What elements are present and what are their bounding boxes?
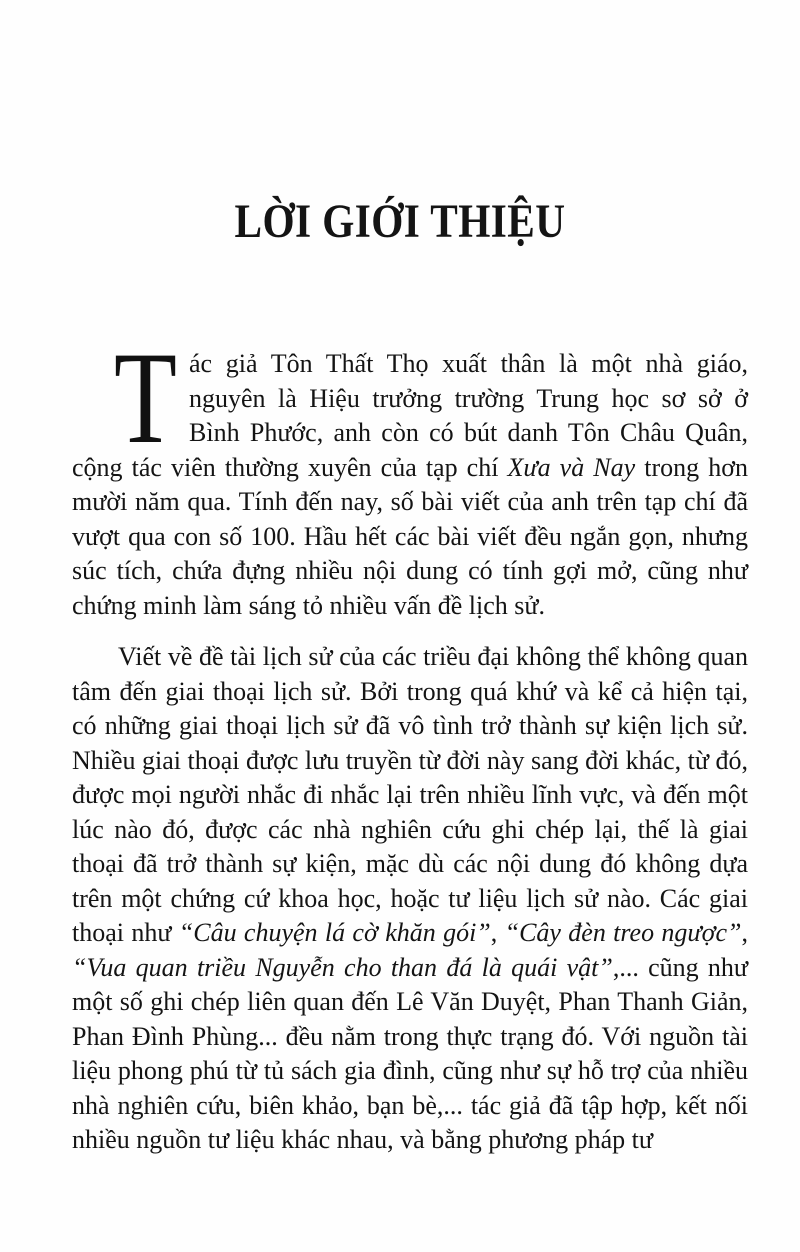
page-body (72, 324, 749, 1158)
italic-text-segment: “Vua quan triều Nguyễn cho than đá là quái vật” (72, 952, 613, 982)
text-segment: trong hơn mười năm qua. Tính đến nay, số bài viết của anh trên tạp chí đã vượt qua con số 100. Hầu hết các bài viết đều ngắn gọn, nhưng súc tích, chứa đựng nhiều nội dung có tính gợi mở, cũng như chứng minh làm sáng tỏ nhiều vấn đề lịch sử. (72, 452, 749, 620)
italic-text-segment: Xưa và Nay (507, 452, 636, 482)
text-segment: , (741, 918, 748, 947)
italic-text-segment: “Cây đèn treo ngược” (504, 918, 742, 947)
page-title: LỜI GIỚI THIỆU (234, 195, 566, 248)
italic-text-segment: “Câu chuyện lá cờ khăn gói” (178, 918, 491, 947)
text-segment: ác giả Tôn Thất Thọ xuất thân là một nhà giáo, nguyên là Hiệu trưởng trường Trung học sơ sở ở Bình Phước, anh còn có bút danh Tôn Châu Quân, cộng tác viên thường xuyên của tạp chí (72, 349, 748, 482)
drop-cap: T (114, 324, 177, 471)
paragraph-1 (72, 324, 749, 623)
text-segment: ,... cũng như một số ghi chép liên quan đến Lê Văn Duyệt, Phan Thanh Giản, Phan Đình Phùng... đều nằm trong thực trạng đó. Với nguồn tài liệu phong phú từ tủ sách gia đình, cũng như sự hỗ trợ của nhiều nhà nghiên cứu, biên khảo, bạn bè,... tác giả đã tập hợp, kết nối nhiều nguồn tư liệu khác nhau, và bằng phương pháp tư (72, 952, 749, 1154)
text-segment: , (490, 918, 505, 947)
text-segment: Viết về đề tài lịch sử của các triều đại không thể không quan tâm đến giai thoại lịch sử. Bởi trong quá khứ và kể cả hiện tại, có những giai thoại lịch sử đã vô tình trở thành sự kiện lịch sử. Nhiều giai thoại được lưu truyền từ đời này sang đời khác, từ đó, được mọi người nhắc đi nhắc lại trên nhiều lĩnh vực, và đến một lúc nào đó, được các nhà nghiên cứu ghi chép lại, thế là giai thoại đã trở thành sự kiện, mặc dù các nội dung đó không dựa trên một chứng cứ khoa học, hoặc tư liệu lịch sử nào. Các giai thoại như (72, 642, 748, 947)
paragraph-2 (72, 640, 748, 1158)
